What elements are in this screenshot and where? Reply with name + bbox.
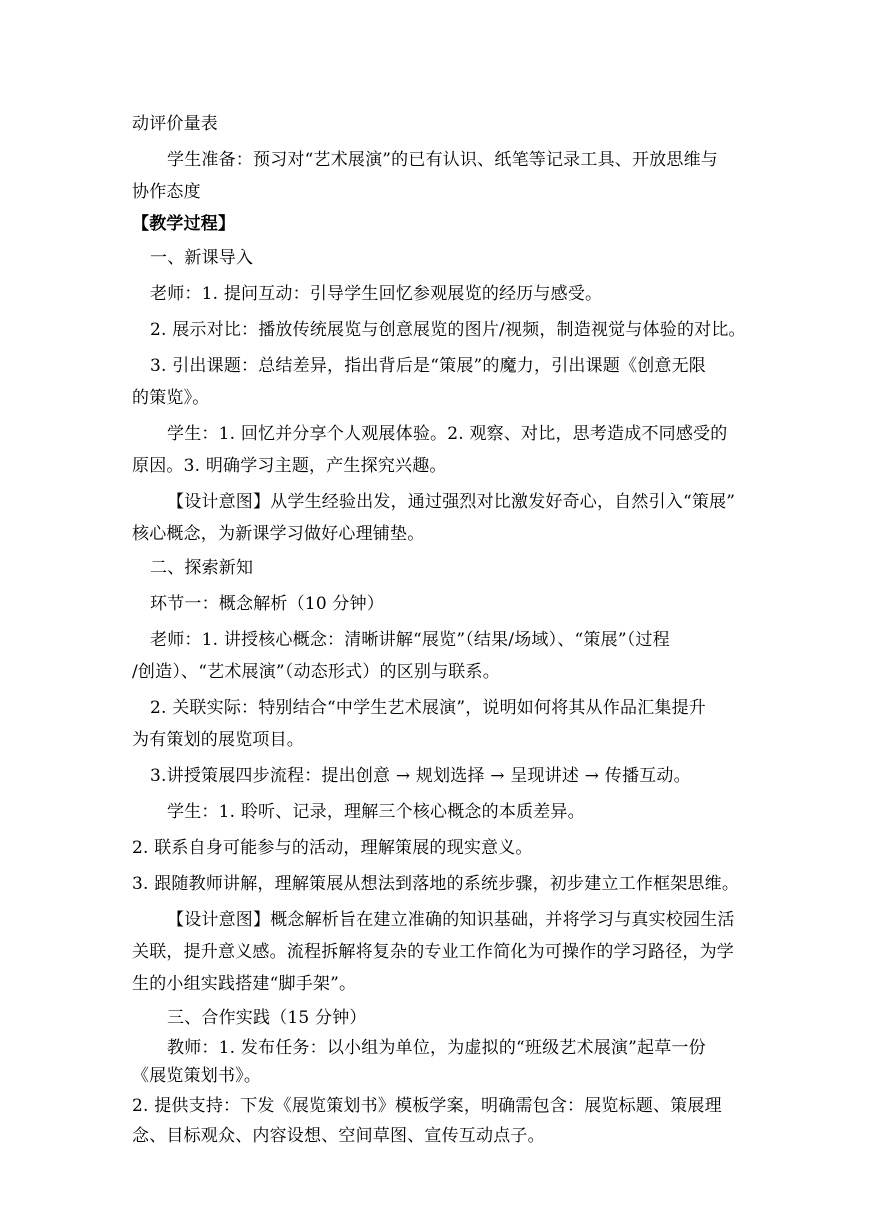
text-line-10: 学生：1. 回忆并分享个人观展体验。2. 观察、对比，思考造成不同感受的 [167, 424, 728, 444]
text-line-20: 3.讲授策展四步流程：提出创意 → 规划选择 → 呈现讲述 → 传播互动。 [150, 766, 691, 786]
text-line-21: 学生：1. 聆听、记录，理解三个核心概念的本质差异。 [167, 802, 585, 822]
text-line-9: 的策览》。 [132, 388, 210, 408]
text-line-2: 学生准备：预习对“艺术展演”的已有认识、纸笔等记录工具、开放思维与 [167, 150, 718, 170]
text-line-16: 老师：1. 讲授核心概念：清晰讲解“展览”（结果/场域）、“策展”（过程 [150, 630, 670, 650]
text-line-6: 老师：1. 提问互动：引导学生回忆参观展览的经历与感受。 [150, 284, 603, 304]
text-line-12: 【设计意图】从学生经验出发，通过强烈对比激发好奇心，自然引入“策展” [167, 492, 736, 512]
text-line-3: 协作态度 [132, 182, 201, 202]
text-line-28: 教师：1. 发布任务：以小组为单位，为虚拟的“班级艺术展演”起草一份 [167, 1038, 706, 1058]
text-line-11: 原因。3. 明确学习主题，产生探究兴趣。 [132, 456, 447, 476]
text-line-29: 《展览策划书》。 [132, 1066, 262, 1086]
section-heading-teaching-process: 【教学过程】 [132, 214, 236, 234]
text-line-26: 生的小组实践搭建“脚手架”。 [132, 974, 357, 994]
text-line-13: 核心概念，为新课学习做好心理铺垫。 [132, 524, 425, 544]
heading-explore-new-knowledge: 二、探索新知 [150, 558, 254, 578]
text-line-15: 环节一：概念解析（10 分钟） [150, 594, 385, 614]
text-line-23: 3. 跟随教师讲解，理解策展从想法到落地的系统步骤，初步建立工作框架思维。 [132, 874, 740, 894]
text-line-22: 2. 联系自身可能参与的活动，理解策展的现实意义。 [132, 838, 533, 858]
text-line-1: 动评价量表 [132, 114, 218, 134]
text-line-25: 关联，提升意义感。流程拆解将复杂的专业工作简化为可操作的学习路径，为学 [132, 942, 734, 962]
text-line-19: 为有策划的展览项目。 [132, 730, 304, 750]
text-line-30: 2. 提供支持：下发《展览策划书》模板学案，明确需包含：展览标题、策展理 [132, 1096, 722, 1116]
text-line-24: 【设计意图】概念解析旨在建立准确的知识基础，并将学习与真实校园生活 [167, 910, 735, 930]
text-line-7: 2. 展示对比：播放传统展览与创意展览的图片/视频，制造视觉与体验的对比。 [150, 320, 746, 340]
heading-cooperative-practice: 三、合作实践（15 分钟） [167, 1008, 367, 1028]
heading-new-lesson-intro: 一、新课导入 [150, 248, 254, 268]
text-line-17: /创造）、“艺术展演”（动态形式）的区别与联系。 [132, 662, 500, 682]
text-line-8: 3. 引出课题：总结差异，指出背后是“策展”的魔力，引出课题《创意无限 [150, 356, 707, 376]
text-line-18: 2. 关联实际：特别结合“中学生艺术展演”，说明如何将其从作品汇集提升 [150, 698, 707, 718]
text-line-31: 念、目标观众、内容设想、空间草图、宣传互动点子。 [132, 1126, 545, 1146]
